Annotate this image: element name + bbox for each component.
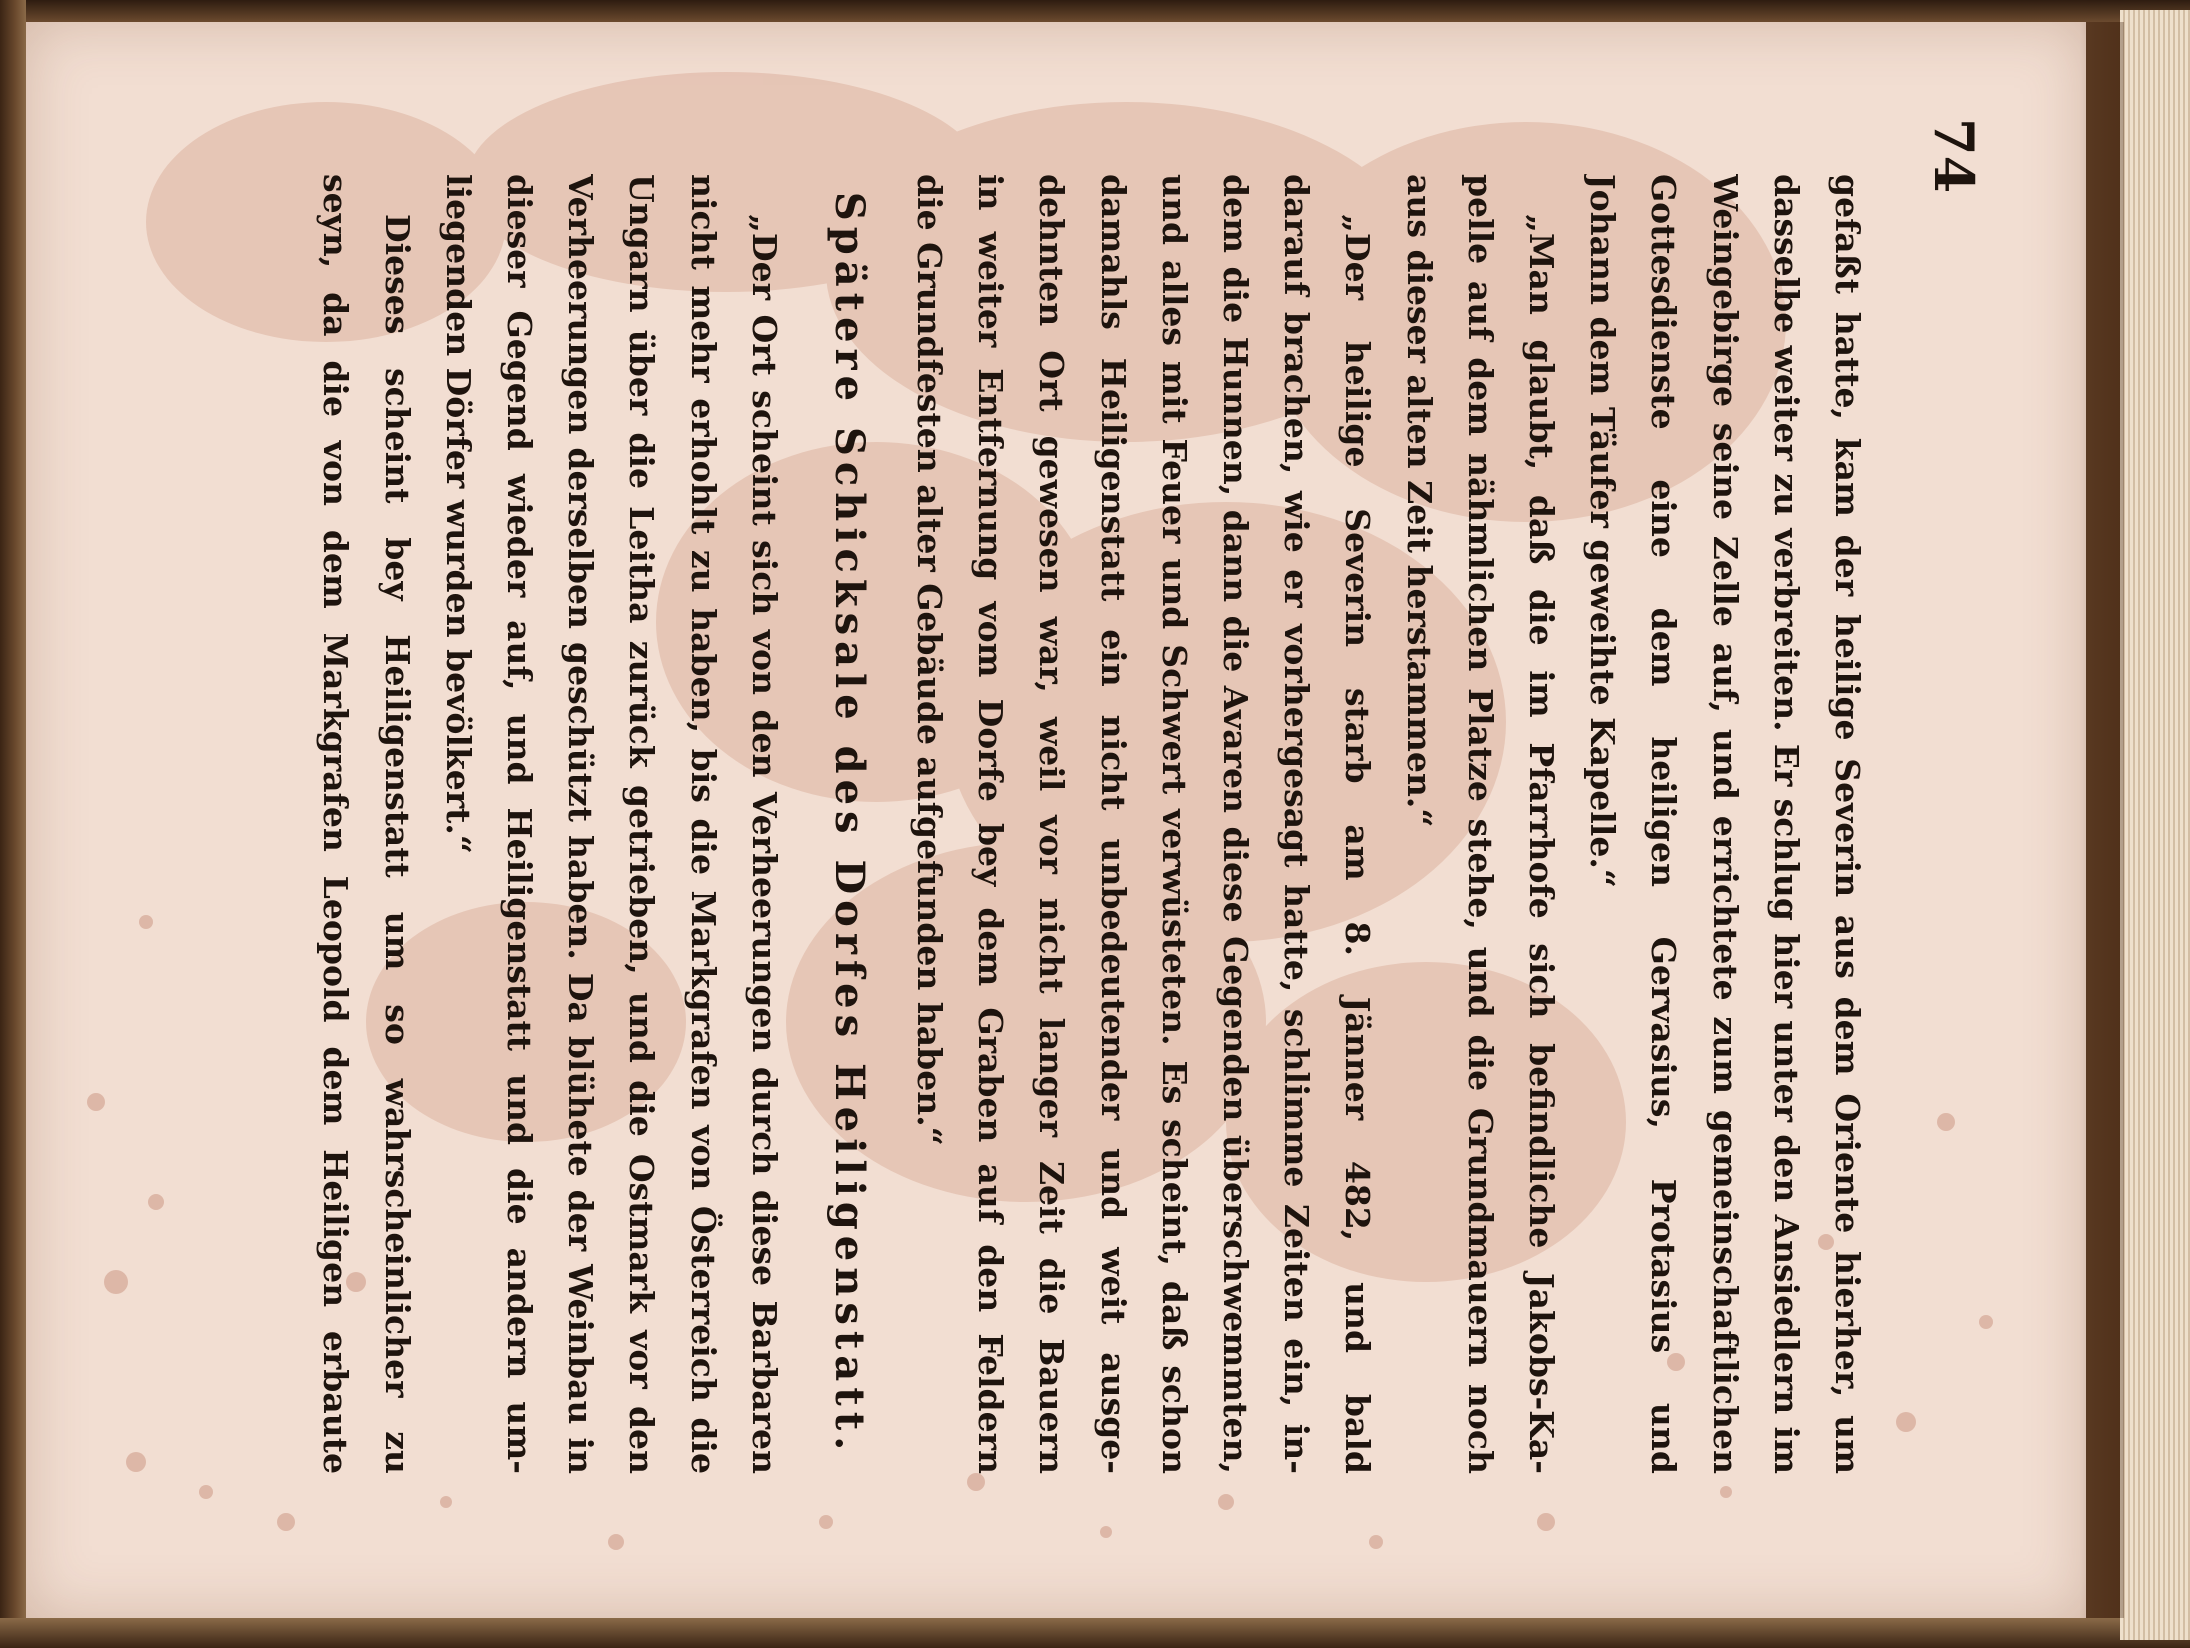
page-content (200, 114, 1990, 1534)
text-line: liegenden Dörfer wurden bevölkert.“ (438, 174, 478, 854)
text-line: „Der heilige Severin starb am 8. Jänner 482, und bald (1338, 214, 1378, 1474)
text-line: dieser Gegend wieder auf, und Heiligenstatt und die andern um- (499, 174, 539, 1474)
book-bottom-edge (0, 1618, 2190, 1648)
text-line: dem die Hunnen, dann die Avaren diese Gegenden überschwemmten, (1215, 174, 1255, 1474)
text-line: und alles mit Feuer und Schwert verwüsteten. Es scheint, daß schon (1154, 174, 1194, 1474)
text-line: dasselbe weiter zu verbreiten. Er schlug hier unter den Ansiedlern im (1766, 174, 1806, 1474)
text-line: die Grundfesten alter Gebäude aufgefunden haben.“ (909, 174, 949, 1146)
body-text (305, 174, 1878, 1474)
text-line: Gottesdienste eine dem heiligen Gervasius, Protasius und (1644, 174, 1684, 1474)
text-line: dehnten Ort gewesen war, weil vor nicht langer Zeit die Bauern (1032, 174, 1072, 1474)
text-line: gefaßt hatte, kam der heilige Severin aus dem Oriente hierher, um (1828, 174, 1867, 1474)
text-line: aus dieser alten Zeit herstammen.“ (1399, 174, 1439, 828)
text-line: Dieses scheint bey Heiligenstatt um so wahrscheinlicher zu (377, 214, 417, 1474)
text-line: Weingebirge seine Zelle auf, und errichtete zum gemeinschaftlichen (1705, 174, 1745, 1474)
text-line: darauf brachen, wie er vorhergesagt hatte, schlimme Zeiten ein, in- (1277, 174, 1317, 1474)
page-stack-edge (2120, 10, 2190, 1640)
text-line: „Man glaubt, daß die im Pfarrhofe sich befindliche Jakobs-Ka- (1521, 214, 1561, 1474)
text-line: „Der Ort scheint sich von den Verheerungen durch diese Barbaren (744, 214, 784, 1474)
text-line: Verheerungen derselben geschützt haben. Da blühete der Weinbau in (561, 174, 601, 1474)
spine-shadow (2080, 22, 2124, 1618)
text-line: pelle auf dem nähmlichen Platze stehe, und die Grundmauern noch (1460, 174, 1500, 1474)
book-top-edge (0, 0, 2190, 22)
book-left-edge (0, 0, 26, 1648)
page-number: 74 (1922, 118, 1986, 194)
text-line: Ungarn über die Leitha zurück getrieben, und die Ostmark vor den (622, 174, 662, 1474)
text-line: nicht mehr erhohlt zu haben, bis die Markgrafen von Österreich die (683, 174, 723, 1474)
text-line: seyn, da die von dem Markgrafen Leopold dem Heiligen erbaute (316, 174, 356, 1474)
section-heading: Spätere Schicksale des Dorfes Heiligenstatt. (825, 191, 873, 1457)
text-line: damahls Heiligenstatt ein nicht unbedeutender und weit ausge- (1093, 174, 1133, 1474)
text-line: in weiter Entfernung vom Dorfe bey dem Graben auf den Feldern (971, 174, 1011, 1474)
text-line: Johann dem Täufer geweihte Kapelle.“ (1583, 174, 1623, 888)
